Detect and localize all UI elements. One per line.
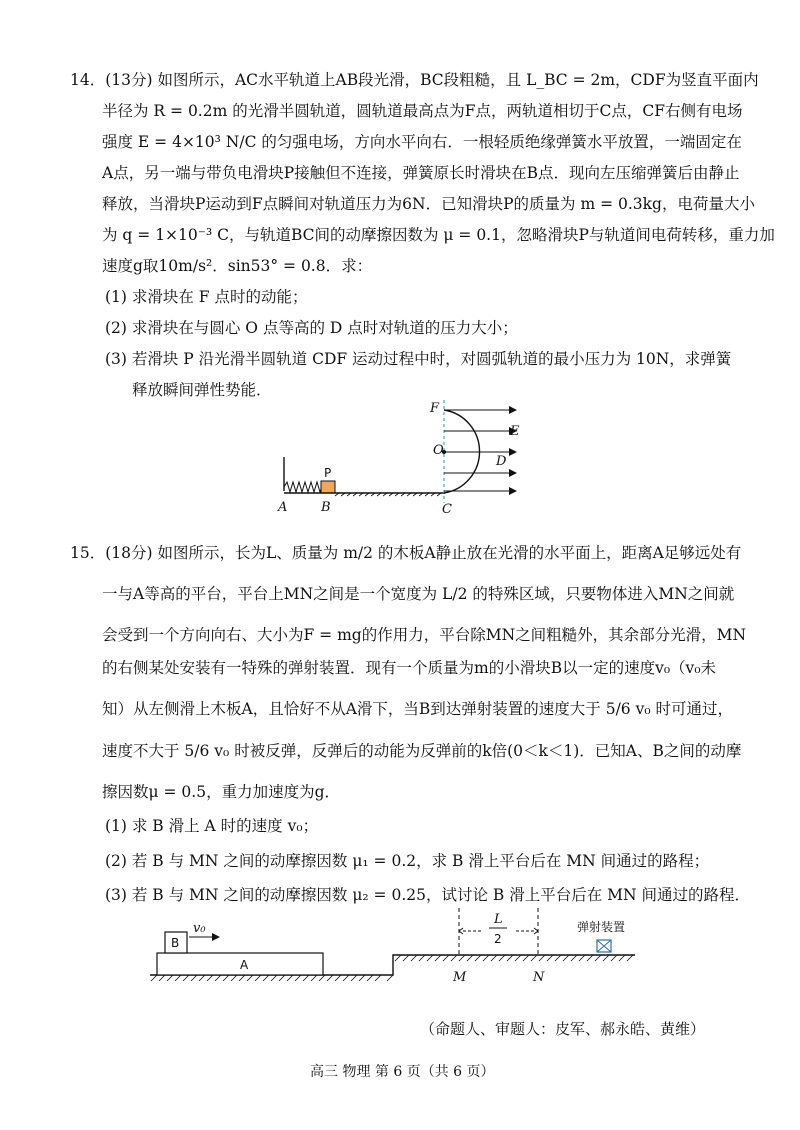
q15-line-1: 15．(18分) 如图所示，长为L、质量为 m/2 的木板A静止放在光滑的水平面上，距离A足够远处有 — [70, 544, 742, 562]
label-board-a: A — [240, 958, 249, 972]
credits: （命题人、审题人：皮军、郝永皓、黄维） — [420, 1020, 706, 1038]
q15-line-6: 速度不大于 5/6 v₀ 时被反弹，反弹后的动能为反弹前的k倍(0＜k＜1)．已知A、B之间的动摩 — [102, 742, 742, 760]
q15-line-7: 擦因数μ = 0.5，重力加速度为g． — [102, 783, 340, 801]
label-m: M — [453, 970, 467, 985]
label-n: N — [533, 970, 545, 985]
label-d: D — [496, 454, 507, 469]
q14-line-2: 半径为 R = 0.2m 的光滑半圆轨道，圆轨道最高点为F点，两轨道相切于C点，CF右侧有电场 — [102, 102, 743, 120]
q15-line-5: 知）从左侧滑上木板A，且恰好不从A滑下，当B到达弹射装置的速度大于 5/6 v₀ 时可通过， — [102, 700, 733, 718]
label-c: C — [442, 502, 452, 517]
page-footer: 高三 物理 第 6 页（共 6 页） — [310, 1064, 495, 1080]
label-o: O — [433, 443, 444, 458]
label-f: F — [430, 401, 440, 416]
q15-sub-3: (3) 若 B 与 MN 之间的动摩擦因数 μ₂ = 0.25，试讨论 B 滑上平台后在 MN 间通过的路程． — [105, 886, 751, 904]
q14-line-6: 为 q = 1×10⁻³ C，与轨道BC间的动摩擦因数为 μ = 0.1，忽略滑块P与轨道间电荷转移，重力加 — [102, 226, 775, 244]
q14-line-5: 释放，当滑块P运动到F点瞬间对轨道压力为6N．已知滑块P的质量为 m = 0.3kg，电荷量大小 — [102, 195, 755, 213]
q14-sub-3-cont: 释放瞬间弹性势能． — [132, 381, 272, 399]
label-device: 弹射装置 — [577, 920, 626, 934]
block-p — [321, 481, 335, 493]
dimension-arrow-right — [534, 928, 538, 934]
q15-line-4: 的右侧某处安装有一特殊的弹射装置．现有一个质量为m的小滑块B以一定的速度v₀（v₀未 — [102, 659, 717, 677]
label-e: E — [510, 424, 520, 439]
label-v0: v₀ — [193, 921, 206, 936]
q15-sub-1: (1) 求 B 滑上 A 时的速度 v₀； — [105, 817, 319, 835]
label-2: 2 — [494, 932, 502, 946]
q14-line-7: 速度g取10m/s²．sin53° = 0.8．求： — [102, 257, 373, 275]
q14-sub-3: (3) 若滑块 P 沿光滑半圆轨道 CDF 运动过程中时，对圆弧轨道的最小压力为 10N，求弹簧 — [105, 350, 732, 368]
q14-line-4: A点，另一端与带负电滑块P接触但不连接，弹簧原长时滑块在B点．现向左压缩弹簧后由静止 — [102, 164, 740, 182]
platform-hatching — [387, 955, 633, 981]
q14-sub-1: (1) 求滑块在 F 点时的动能； — [105, 288, 308, 306]
dimension-arrow-left — [459, 928, 463, 934]
q14-sub-2: (2) 求滑块在与圆心 O 点等高的 D 点时对轨道的压力大小； — [105, 319, 518, 337]
q14-figure — [270, 395, 530, 520]
q14-line-3: 强度 E = 4×10³ N/C 的匀强电场，方向水平向右．一根轻质绝缘弹簧水平放置，一端固定在 — [102, 133, 742, 151]
label-a: A — [278, 500, 288, 515]
label-p: P — [324, 466, 332, 480]
q15-line-2: 一与A等高的平台，平台上MN之间是一个宽度为 L/2 的特殊区域，只要物体进入MN之间就 — [102, 585, 735, 603]
q15-line-3: 会受到一个方向向右、大小为F = mg的作用力，平台除MN之间粗糙外，其余部分光滑，MN — [102, 626, 747, 644]
q15-sub-2: (2) 若 B 与 MN 之间的动摩擦因数 μ₁ = 0.2，求 B 滑上平台后在 MN 间通过的路程； — [105, 852, 710, 870]
label-l: L — [494, 912, 503, 927]
launcher-device — [597, 940, 611, 952]
q14-line-1: 14．(13分) 如图所示，AC水平轨道上AB段光滑，BC段粗糙，且 L_BC = 2m，CDF为竖直平面内 — [70, 71, 759, 89]
q15-figure — [145, 905, 645, 990]
label-block-b: B — [171, 936, 180, 950]
floor-left-hatching — [151, 975, 381, 981]
label-b: B — [321, 500, 331, 515]
